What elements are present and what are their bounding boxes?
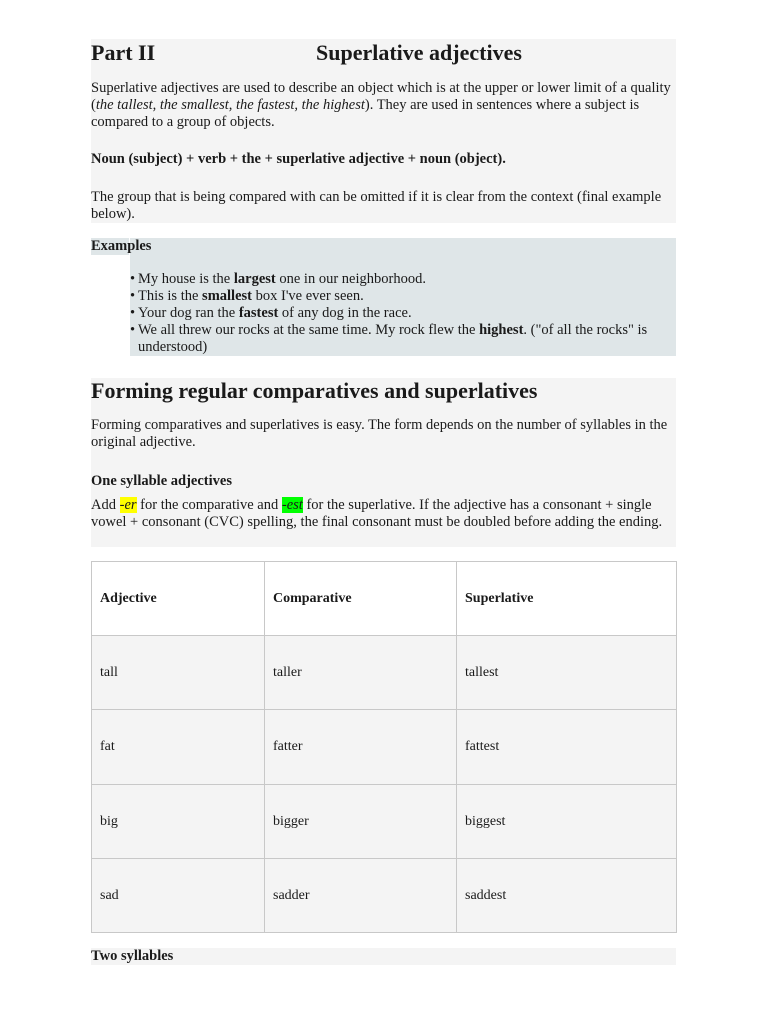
superlative-section <box>91 39 676 223</box>
example-text: My house is the <box>138 271 234 287</box>
table-row <box>92 784 677 858</box>
table-cell: taller <box>265 636 457 710</box>
table-row <box>92 858 677 932</box>
rule-text-b: for the comparative and <box>136 497 282 513</box>
two-syllables-heading: Two syllables <box>91 948 174 964</box>
table-header-cell: Superlative <box>457 562 677 636</box>
table-cell: tall <box>92 636 265 710</box>
example-text: Your dog ran the <box>138 305 239 321</box>
example-text: of any dog in the race. <box>278 305 412 321</box>
table-cell: saddest <box>457 858 677 932</box>
formula-line: Noun (subject) + verb + the + superlative adjective + noun (object). <box>91 151 506 167</box>
part-label: Part II <box>91 40 156 65</box>
table-cell: fattest <box>457 710 677 784</box>
table-cell: sad <box>92 858 265 932</box>
one-syllable-heading: One syllable adjectives <box>91 473 232 489</box>
forming-section <box>91 378 676 547</box>
bullet-icon: • <box>130 305 136 321</box>
list-item <box>130 288 676 305</box>
example-text: . ("of all the rocks" is understood) <box>138 322 648 355</box>
one-syllable-paragraph <box>91 497 671 531</box>
example-text: one in our neighborhood. <box>275 271 426 287</box>
rule-text-c: for the superlative. If the adjective has a consonant + single vowel + consonant (CVC) spelling, the final consonant must be doubled before adding the ending. <box>91 497 663 530</box>
suffix-est-highlight: -est <box>281 497 303 513</box>
table-cell: fatter <box>265 710 457 784</box>
intro-paragraph <box>91 80 671 131</box>
context-note: The group that is being compared with can be omitted if it is clear from the context (final example below). <box>91 189 662 222</box>
forming-heading: Forming regular comparatives and superlatives <box>91 378 538 403</box>
table-cell: sadder <box>265 858 457 932</box>
table-cell: big <box>92 784 265 858</box>
example-text: We all threw our rocks at the same time. My rock flew the <box>138 322 480 338</box>
example-text: box I've ever seen. <box>251 288 364 304</box>
examples-list <box>130 271 676 356</box>
table-cell: tallest <box>457 636 677 710</box>
list-item <box>130 305 676 322</box>
intro-text-a: Superlative adjectives are used to describe an object which is at the upper or lower limit of a quality ( <box>91 80 671 113</box>
table-row <box>92 636 677 710</box>
table-header-cell: Comparative <box>265 562 457 636</box>
table-header-cell: Adjective <box>92 562 265 636</box>
bullet-icon: • <box>130 322 136 338</box>
section-title-row <box>91 40 676 66</box>
intro-text-b: ). They are used in sentences where a subject is compared to a group of objects. <box>91 97 640 130</box>
suffix-er-highlight: -er <box>119 497 137 513</box>
list-item <box>130 322 676 356</box>
section-title: Superlative adjectives <box>316 40 522 65</box>
forming-paragraph: Forming comparatives and superlatives is easy. The form depends on the number of syllables in the original adjective. <box>91 417 668 450</box>
intro-examples: the tallest, the smallest, the fastest, the highest <box>95 97 365 113</box>
example-keyword: highest <box>479 322 524 338</box>
example-keyword: largest <box>233 271 276 287</box>
adjective-forms-table <box>91 561 677 933</box>
table-header-row <box>92 562 677 636</box>
example-text: This is the <box>138 288 203 304</box>
bullet-icon: • <box>130 288 136 304</box>
example-keyword: smallest <box>202 288 252 304</box>
table-cell: bigger <box>265 784 457 858</box>
table-cell: biggest <box>457 784 677 858</box>
bullet-icon: • <box>130 271 136 287</box>
example-keyword: fastest <box>238 305 279 321</box>
rule-text-a: Add <box>91 497 120 513</box>
table-cell: fat <box>92 710 265 784</box>
examples-heading: Examples <box>91 238 152 254</box>
two-syllables-section <box>91 948 676 965</box>
table-row <box>92 710 677 784</box>
list-item <box>130 271 676 288</box>
